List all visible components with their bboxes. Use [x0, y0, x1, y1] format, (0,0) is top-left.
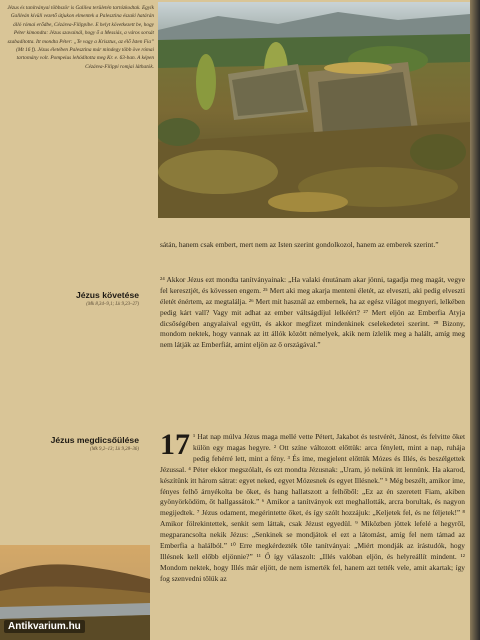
photo-caesarea-philippi-ruins: [158, 2, 470, 218]
watermark: Antikvarium.hu: [4, 620, 85, 633]
paragraph-verses-24-28: ²⁴ Akkor Jézus ezt mondta tanítványainak: „Ha valaki énutánam akar jönni, tagadja meg magát, vegye fel keresztjét, és kövessen engem. ²⁵ Mert aki meg akarja menteni életét, az elveszti, aki pedig elveszti életét énértem, az megtalálja. ²⁶ Mert mit használ az embernek, ha az egész világot megnyeri, lelkében pedig kárt vall? Vagy mit adhat az ember váltságdíjul lelkéért? ²⁷ Mert eljön az Emberfia Atyja dicsőségében angyalaival együtt, és akkor megfizet mindenkinek cselekedetei szerint. ²⁸ Bizony, mondom nektek, hogy vannak az itt állók között némelyek, akik nem ízlelik meg a halált, amíg meg nem látják az Emberfiát, amint eljön az ő országával.”: [160, 274, 465, 350]
section-heading-jesus-following: Jézus követése: [75, 290, 139, 300]
continued-paragraph: sátán, hanem csak embert, mert nem az Isten szerint gondolkozol, hanem az emberek szerint.”: [160, 240, 439, 249]
section-heading-transfiguration: Jézus megdicsőülése: [50, 435, 139, 445]
paragraph-verses-1-12: ¹ Hat nap múlva Jézus maga mellé vette Pétert, Jakabot és testvérét, Jánost, és felvitte őket külön egy magas hegyre. ² Ott színe változott előttük: arca fénylett, mint a nap, ruhája pedig fehérré lett, mint a fény. ³ És íme, megjelent előttük Mózes és Illés, és beszélgettek Jézussal. ⁴ Péter ekkor megszólalt, és ezt mondta Jézusnak: „Uram, jó nekünk itt lennünk. Ha akarod, készítünk itt három sátrat: egyet neked, egyet Mózesnek és egyet Illésnek.” ⁵ Még beszélt, amikor íme, fényes felhő árnyékolta be őket, és hang hallatszott a felhőből: „Ez az én szeretett Fiam, akiben gyönyörködöm, őt hallgassátok.” ⁶ Amikor a tanítványok ezt meghallották, arcra borultak, és nagyon megijedtek. ⁷ Jézus odament, megérintette őket, és így szólt hozzájuk: „Keljetek fel, és ne féljetek!” ⁸ Amikor fölrekintettek, senkit sem láttak, csak Jézust egyedül. ⁹ Miközben jöttek lefelé a hegyről, megparancsolta nekik Jézus: „Senkinek se mondjátok el ezt a látomást, amíg fel nem támad az Emberfia a halálból.” ¹⁰ Erre megkérdezték tőle tanítványai: „Miért mondják az írástudók, hogy Illésnek kell előbb eljönnie?” ¹¹ Ő így válaszolt: „Illés valóban eljön, és helyreállít mindent. ¹² Mondom nektek, hogy Illés már eljött, de nem ismerték fel, hanem azt tették vele, amit akartak; így fog szenvedni tőlük az: [160, 432, 465, 583]
section-text-jesus-following: [160, 240, 465, 351]
book-spine-shadow: [470, 0, 480, 640]
photo-caption: Jézus és tanítványai többször is Galilea területén tartózkodtak. Egyik Galileán kívüli vezető útjukon elmentek a Palesztina északi határán álló római erődbe, Cézárea-Filippibe. E helyt következett be, hogy Péter kimondta: Jézus szavainál, hogy ő a Messiás, a város sorsát szabadította. Itt mondta Péter: „Te vagy a Krisztus, az élő Isten Fia” (Mt 16 f). Jézus életében Palesztina már mindegy több öve római tartomány volt. Pompeius lehódította meg Kr. e. 63-ban. A képen Cézárea-Filippi romjai láthatók.: [7, 5, 154, 70]
chapter-number: 17: [160, 428, 190, 461]
section-reference-transfiguration: (Mk 9,2–13; Lk 9,28–36): [89, 447, 139, 452]
section-reference-jesus-following: (Mk 8,34–9,1; Lk 9,23–27): [86, 302, 139, 307]
section-text-transfiguration: [160, 428, 465, 585]
